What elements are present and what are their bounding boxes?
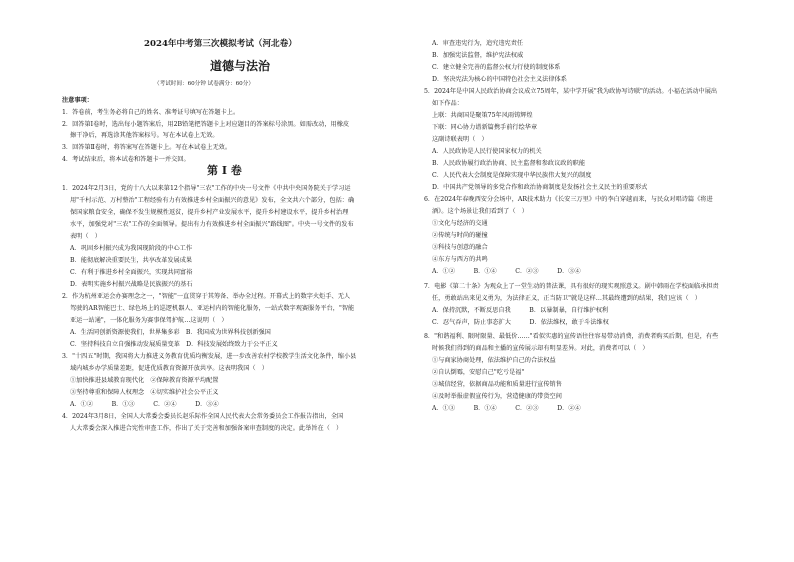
question-line: 域内城乡办学质量差距，促进优质教育资源开放共享。这表明我国（ ） [70, 365, 268, 372]
answer-option: C．建立健全完善的监督公权力行使的制度体系 [432, 64, 561, 71]
answer-option: A．①② B．①③ C．②④ D．③④ [70, 401, 219, 408]
question-line: 人大常委会深入推进合宪性审查工作，作出了关于完善和加强备案审查制度的决定。此举旨在（ ） [70, 425, 343, 432]
notice-heading: 注意事项： [62, 97, 93, 104]
answer-option: D．中国共产党领导的多党合作和政治协商制度是发扬社会主义民主的重要形式 [432, 184, 648, 191]
question-line: 表明（ ） [70, 233, 101, 240]
answer-option: A．保持沉默，不断反思自我 B．以暴制暴，自行维护权利 [432, 307, 609, 314]
question-line: 用"千村示范、万村整治"工程经验有力有效推进乡村全面振兴的意见》发布，全文共六个部分，包括：确 [70, 197, 355, 204]
question-line: 4．2024年3月8日，全国人大常委会委员长赵乐际作全国人民代表大会常务委员会工作报告指出，全国 [62, 413, 344, 420]
question-line: 亚运一站通"，一体化服务为赛事保驾护航…这说明（ ） [70, 317, 228, 324]
question-line: 8．"和谐福利、限时限量、最低价……"看似实惠的宣传语往往容易带动消费，消费者购买后期，但是，有些 [424, 333, 719, 340]
question-line: 任，勇敢站出来见义勇为，为法律正义，正当防卫"就是这样…其最终遭到的结果，我们应该（ ） [432, 295, 701, 302]
answer-option: D．表明实施乡村振兴战略是民族振兴的基石 [70, 281, 193, 288]
answer-option: D．坚决宪法为核心的中国特色社会主义法律体系 [432, 76, 567, 83]
notice-item: 3．回答第Ⅱ卷时，将答案写在答题卡上。写在本试卷上无效。 [62, 144, 232, 151]
exam-title: 2024年中考第三次模拟考试（河北卷） [144, 39, 297, 49]
answer-option: A．①② B．①④ C．②③ D．③④ [432, 268, 581, 275]
statement-option: ③科技与创意的融合 [432, 244, 488, 251]
question-line: 驾驶的AR智能巴士、绿色场上的巡逻机器人、亚运村内的智能化服务，一站式数字观赛服务平台，"智能 [70, 305, 355, 312]
question-line: 7．电影《第二十条》为观众上了一堂生动的普法课，具有很好的现实观照意义。剧中韩雨在学校面临承担责 [424, 283, 719, 290]
statement-option: ④及时举报虚假宣传行为，营造健康的带货空间 [432, 393, 562, 400]
statement-option: ④东方与西方的共鸣 [432, 256, 488, 263]
notice-item: 4．考试结束后，将本试卷和答题卡一并交回。 [62, 156, 190, 163]
notice-item: 2．回答第Ⅰ卷时，选出每小题答案后，用2B铅笔把答题卡上对应题目的答案标号涂黑。如需改动，用橡皮 [62, 121, 350, 128]
answer-option: C．忍气吞声，防止事态扩大 D．依法维权，敢于斗法维权 [432, 319, 609, 326]
question-line: 3．"十四五"时期，我国将大力推进义务教育优质均衡发展，进一步改善农村学校教学生活文化条件，缩小县 [62, 353, 357, 360]
statement-option: ①与商家协商处理，依法维护自己的合法权益 [432, 357, 556, 364]
question-line: 酒》。这个场景让我们看到了（ ） [432, 208, 528, 215]
notice-item: 擦干净后，再选涂其他答案标号。写在本试卷上无效。 [70, 132, 219, 139]
answer-option: B．人民政协履行政治协商、民主监督和参政议政的职能 [432, 160, 586, 167]
question-line: 水平，加强党对"三农"工作的全面领导。提出有力有效推进乡村全面振兴"路线图"。中央一号文件的发布 [70, 221, 354, 228]
question-line: 5．2024年是中国人民政治协商会议成立75周年，某中学开展"我为政协写诗联"的活动。小福在活动中展出 [424, 88, 718, 95]
statement-option: ①文化与经济的交通 [432, 220, 488, 227]
statement-option: ②自认倒霉，安慰自己"吃亏是福" [432, 369, 525, 376]
answer-option: C．坚持科技自立自强推动发展质量变革 D．科技发展始终致力于公平正义 [70, 341, 278, 348]
question-line: 这副诗联表明（ ） [432, 136, 488, 143]
couplet-line: 上联：共商国是聚策75年风雨铸辉煌 [432, 112, 533, 119]
answer-option: C．有利于推进乡村全面振兴，实现共同富裕 [70, 269, 193, 276]
statement-option: ③坚持尊重和保障人权理念 ④切实维护社会公平正义 [70, 389, 219, 396]
answer-option: B．加强宪法监督，维护宪法权威 [432, 52, 524, 59]
answer-option: A．人民政协是人民行使国家权力的机关 [432, 148, 542, 155]
question-line: 2．作为杭州亚运会办赛理念之一，"智能"一直贯穿于其筹备、举办全过程。开幕式上的数字火炬手、无人 [62, 293, 351, 300]
exam-info: （考试时间：60分钟 试卷满分：60分） [154, 81, 254, 87]
answer-option: A．巩固乡村振兴成为我国现阶段的中心工作 [70, 245, 193, 252]
answer-option: A．审查违宪行为，追究违宪责任 [432, 40, 524, 47]
couplet-line: 下联：同心协力谱新篇携手前行绘华章 [432, 124, 538, 131]
statement-option: ③城信经营，依据商品功能和质量进行宣传销售 [432, 381, 562, 388]
statement-option: ②传统与时尚的碰撞 [432, 232, 488, 239]
notice-item: 1．答卷前，考生务必将自己的姓名、准考证号填写在答题卡上。 [62, 109, 240, 116]
answer-option: A．生活同创新资源使我们，世界集多彩 B．我国成为世界科技创新强国 [70, 329, 271, 336]
section-title: 第 Ⅰ 卷 [207, 164, 242, 177]
question-line: 如下作品： [432, 100, 463, 107]
answer-option: C．人民代表大会制度是保障实现中华民族伟大复兴的制度 [432, 172, 592, 179]
answer-option: B．能彻底解决重要民生，共享改革发展成果 [70, 257, 193, 264]
question-line: 6．在2024年春晚西安分会场中，AR技术助力《长安三万里》中的李白穿越而来，与民众对唱诗篇《将进 [424, 196, 713, 203]
statement-option: ①加快推进县域教育现代化 ②保障教育资源平均配置 [70, 377, 219, 384]
question-line: 1．2024年2月3日，党的十八大以来第12个指导"三农"工作的中央一号文件《中共中央国务院关于学习运 [62, 185, 351, 192]
answer-option: A．①③ B．①④ C．②③ D．②④ [432, 405, 581, 412]
question-line: 时候我们得到的商品和主播的宣传展示却有明显差异。对此，消费者可以（ ） [432, 345, 649, 352]
question-line: 保国家粮食安全，确保不发生规模性返贫，提升乡村产业发展水平，提升乡村建设水平，提升乡村治理 [70, 209, 349, 216]
subject-title: 道德与法治 [210, 59, 271, 73]
